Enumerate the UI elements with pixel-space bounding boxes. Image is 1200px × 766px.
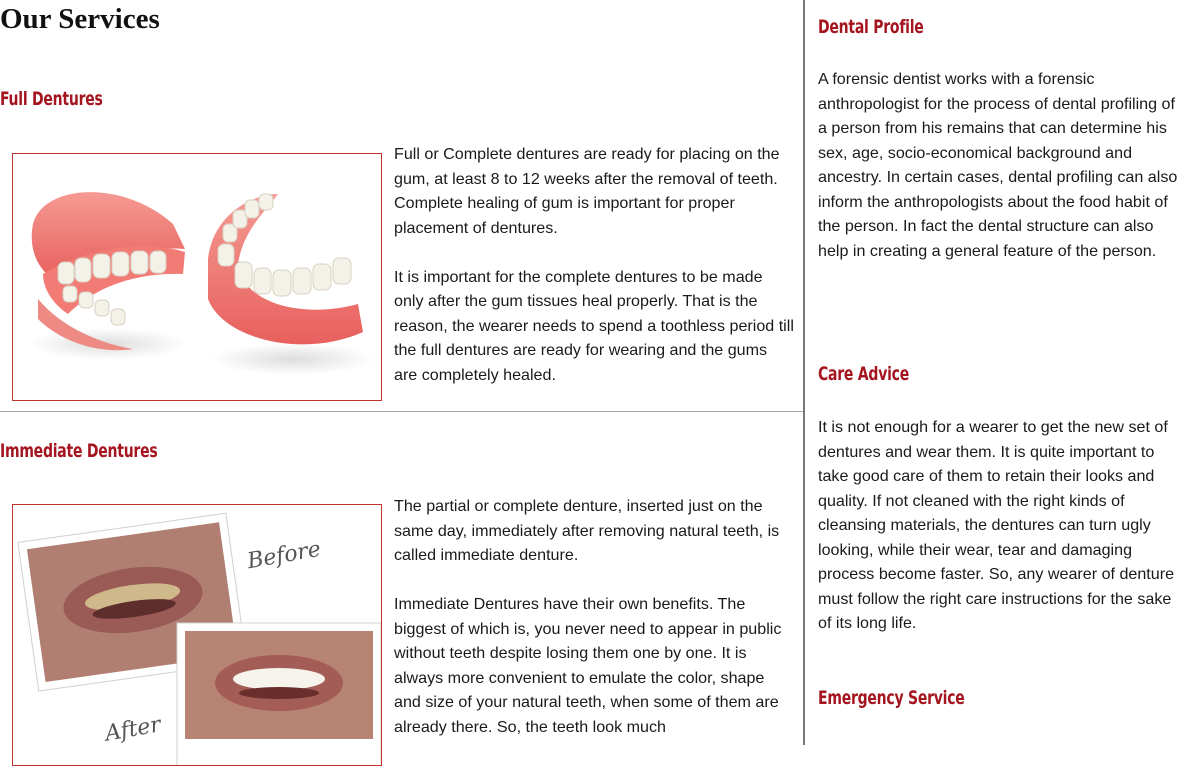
paragraph: It is important for the complete dentures to be made only after the gum tissues heal properly. That is the reason, the wearer needs to spend a toothless period till the full dentures are ready for wearing and the gums are completely healed.: [394, 267, 794, 384]
section-heading-full-dentures: Full Dentures: [0, 88, 103, 110]
page-title: Our Services: [0, 3, 160, 35]
paragraph: Immediate Dentures have their own benefits. The biggest of which is, you never need to appear in public without teeth despite losing them one by one. It is always more convenient to emulate the color, shape and size of your natural teeth, when some of them are already there. So, the teeth look much: [394, 595, 782, 736]
sidebar-heading-emergency-service: Emergency Service: [818, 687, 965, 709]
immediate-dentures-image: [12, 504, 382, 766]
sidebar-text-care-advice: It is not enough for a wearer to get the new set of dentures and wear them. It is quite important to take good care of them to retain their looks and quality. If not cleaned with the right kinds of cleansing materials, the dentures can turn ugly looking, while their wear, tear and damaging process become faster. So, any wearer of denture must follow the right care instructions for the sake of its long life.: [818, 418, 1175, 632]
after-label: After: [103, 712, 163, 747]
paragraph: Full or Complete dentures are ready for placing on the gum, at least 8 to 12 weeks after the removal of teeth. Complete healing of gum is important for proper placement of dentures.: [394, 145, 780, 237]
section-divider: [0, 411, 803, 412]
before-after-photos: [13, 505, 381, 765]
sidebar-heading-care-advice: Care Advice: [818, 363, 909, 385]
paragraph: The partial or complete denture, inserted just on the same day, immediately after removing natural teeth, is called immediate denture.: [394, 497, 780, 564]
sidebar: [818, 0, 1188, 745]
before-label: Before: [245, 536, 323, 575]
immediate-dentures-text: [394, 494, 794, 764]
sidebar-heading-dental-profile: Dental Profile: [818, 16, 924, 38]
section-heading-immediate-dentures: Immediate Dentures: [0, 440, 158, 462]
column-divider: [803, 0, 805, 745]
sidebar-text-dental-profile: A forensic dentist works with a forensic anthropologist for the process of dental profiling of a person from his remains that can determine his sex, age, socio-economical background and ancestry. In certain cases, dental profiling can also inform the anthropologists about the food habit of the person. In fact the dental structure can also help in creating a general feature of the person.: [818, 70, 1178, 260]
dentures-illustration: [13, 154, 381, 400]
full-dentures-image: [12, 153, 382, 401]
full-dentures-text: [394, 142, 794, 412]
